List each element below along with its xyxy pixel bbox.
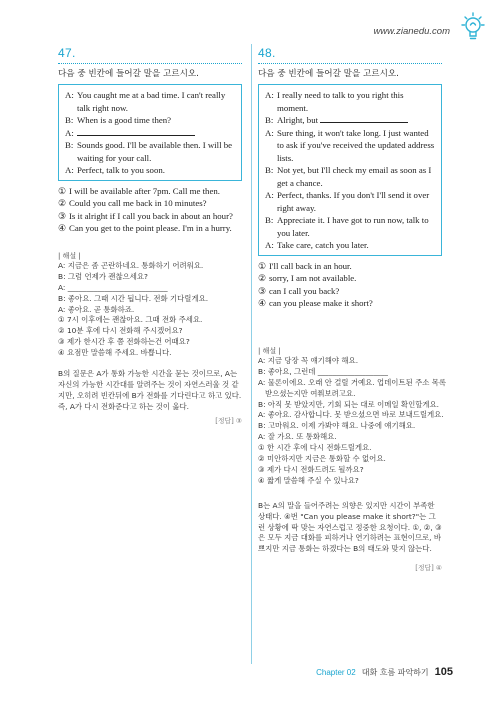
explanation-line: ④ 요점만 말씀해 주세요. 바쁩니다.: [58, 348, 172, 358]
explanation-line: ④ 짧게 말씀해 주실 수 있나요?: [258, 475, 359, 485]
chapter-title: 대화 흐름 파악하기: [361, 668, 429, 677]
question-number: 48.: [258, 46, 276, 60]
choice-list: [58, 185, 242, 235]
utterance: Perfect, talk to you soon.: [77, 165, 165, 175]
explanation-line: B: 좋아요. 그때 시간 됩니다. 전화 기다릴게요.: [58, 293, 209, 303]
dialogue-line: [265, 127, 435, 165]
dialogue-line: [65, 164, 235, 177]
utterance: I really need to talk to you right this moment.: [277, 90, 404, 113]
speaker: B:: [65, 140, 74, 150]
answer-label: [정답] ④: [415, 564, 442, 573]
explanation-line: B: 그럼 언제가 괜찮으세요?: [58, 271, 148, 281]
dialogue-line: [265, 239, 435, 252]
speaker: A:: [265, 240, 274, 250]
explanation-line: A: 물론이에요. 오래 안 걸릴 거예요. 업데이트된 주소 목록: [258, 377, 446, 387]
site-url[interactable]: www.zianedu.com: [373, 26, 450, 37]
page-footer: [316, 666, 453, 678]
utterance: Take care, catch you later.: [277, 240, 369, 250]
explanation-line: A: 잘 가요. 또 통화해요.: [258, 432, 337, 442]
explanation-line: B: 고마워요. 이제 가봐야 해요. 나중에 얘기해요.: [258, 421, 416, 431]
speaker: A:: [65, 127, 74, 138]
choice-1[interactable]: ① I will be available after 7pm. Call me then.: [58, 185, 220, 196]
answer-blank: [77, 127, 195, 136]
answer-label: [정답] ③: [215, 416, 242, 425]
dialogue-line: [265, 189, 435, 214]
speaker: A:: [65, 165, 74, 175]
dialogue-line: [265, 89, 435, 114]
speaker: B:: [265, 165, 274, 175]
dialogue-line: [265, 164, 435, 189]
question-48: [258, 46, 446, 574]
dialogue-box: [58, 84, 242, 181]
column-divider: [251, 44, 252, 664]
explanation-paragraph: B의 질문은 A가 통화 가능한 시간을 묻는 것이므로, A는 자신의 가능한 시간대를 알려주는 것이 자연스러울 것 같지만, 오히려 빈칸뒤에 B가 전화를 기다린다고 하고 있다. 즉, A가 다시 전화준다고 하는 것이 옳다.: [58, 369, 242, 411]
answer-blank: [320, 114, 408, 123]
explanation-label: | 해설 |: [258, 346, 281, 355]
explanation-line: A: 좋아요. 감사합니다. 못 받으셨으면 바로 보내드릴게요.: [258, 410, 444, 420]
question-prompt: 다음 중 빈칸에 들어갈 말을 고르시오.: [58, 69, 199, 79]
explanation-line: A: ___________________________: [58, 282, 168, 292]
choice-3[interactable]: ③ can I call you back?: [258, 285, 340, 296]
speaker: A:: [265, 190, 274, 200]
explanation-line: 받으셨는지만 여쭤보려고요.: [258, 388, 356, 398]
utterance: Perfect, thanks. If you don't I'll send it over right away.: [277, 190, 430, 213]
number-rule: [58, 63, 242, 64]
choice-4[interactable]: ④ Can you get to the point please. I'm in a hurry.: [58, 223, 232, 234]
explanation-line: ③ 제가 한시간 후 쯤 전화하는건 어때요?: [58, 337, 190, 347]
explanation-line: ② 미안하지만 지금은 통화할 수 없어요.: [258, 454, 386, 464]
speaker: A:: [265, 127, 274, 138]
speaker: A:: [265, 90, 274, 100]
explanation-line: ① 7시 이후에는 괜찮아요. 그때 전화 주세요.: [58, 315, 203, 325]
chapter-label: Chapter 02: [316, 668, 356, 677]
dialogue-line: [265, 214, 435, 239]
explanation: [58, 261, 242, 427]
question-number: 47.: [58, 46, 76, 60]
explanation-line: ① 한 시간 후에 다시 전화드릴게요.: [258, 443, 372, 453]
page-number: 105: [434, 666, 453, 678]
utterance: Alright, but: [277, 115, 319, 125]
explanation: [258, 355, 446, 574]
dialogue-line: [65, 114, 235, 127]
explanation-line: ② 10분 후에 다시 전화해 주시겠어요?: [58, 326, 183, 336]
utterance: Sure thing, it won't take long. I just wanted to ask if you've received the updated address lists.: [277, 127, 435, 163]
choice-2[interactable]: ② sorry, I am not available.: [258, 273, 357, 284]
speaker: B:: [65, 115, 74, 125]
choice-4[interactable]: ④ can you please make it short?: [258, 298, 373, 309]
lightbulb-icon: [458, 10, 488, 44]
dialogue-line: [65, 127, 235, 140]
dialogue-line: [265, 114, 435, 127]
explanation-line: B: 좋아요, 그런데 ___________________: [258, 366, 389, 376]
utterance: When is a good time then?: [77, 115, 172, 125]
question-47: [58, 46, 242, 427]
dialogue-line: [65, 139, 235, 164]
dialogue-box: [258, 84, 442, 256]
explanation-line: B: 아직 못 받았지만, 기회 되는 대로 이메일 확인할게요.: [258, 399, 439, 409]
choice-list: [258, 260, 442, 310]
explanation-paragraph: B는 A의 말을 들어주려는 의향은 있지만 시간이 부족한 상태다. ④번 "Can you please make it short?"는 그런 상황에 딱 맞는 자연스럽고 정중한 요청이다. ①, ②, ③은 모두 지금 대화를 피하거나 연기하려는 표현이므로, 바쁘지만 지금 통화는 하겠다는 B의 태도와 맞지 않는다.: [258, 500, 442, 554]
dialogue-line: [65, 89, 235, 114]
choice-1[interactable]: ① I'll call back in an hour.: [258, 260, 352, 271]
explanation-label: | 해설 |: [58, 251, 81, 260]
explanation-line: ③ 제가 다시 전화드려도 될까요?: [258, 464, 364, 474]
explanation-line: A: 지금은 좀 곤란하네요. 통화하기 어려워요.: [58, 260, 204, 270]
choice-2[interactable]: ② Could you call me back in 10 minutes?: [58, 198, 207, 209]
utterance: Not yet, but I'll check my email as soon as I get a chance.: [277, 165, 432, 188]
utterance: Sounds good. I'll be available then. I will be waiting for your call.: [77, 140, 233, 163]
speaker: B:: [265, 215, 274, 225]
speaker: A:: [65, 90, 74, 100]
explanation-line: A: 지금 당장 꼭 얘기해야 해요.: [258, 355, 359, 365]
utterance: You caught me at a bad time. I can't really talk right now.: [77, 90, 226, 113]
number-rule: [258, 63, 442, 64]
speaker: B:: [265, 115, 274, 125]
explanation-line: A: 좋아요. 곧 통화하죠.: [58, 304, 135, 314]
choice-3[interactable]: ③ Is it alright if I call you back in about an hour?: [58, 210, 233, 221]
question-prompt: 다음 중 빈칸에 들어갈 말을 고르시오.: [258, 69, 399, 79]
utterance: Appreciate it. I have got to run now, talk to you later.: [277, 215, 429, 238]
